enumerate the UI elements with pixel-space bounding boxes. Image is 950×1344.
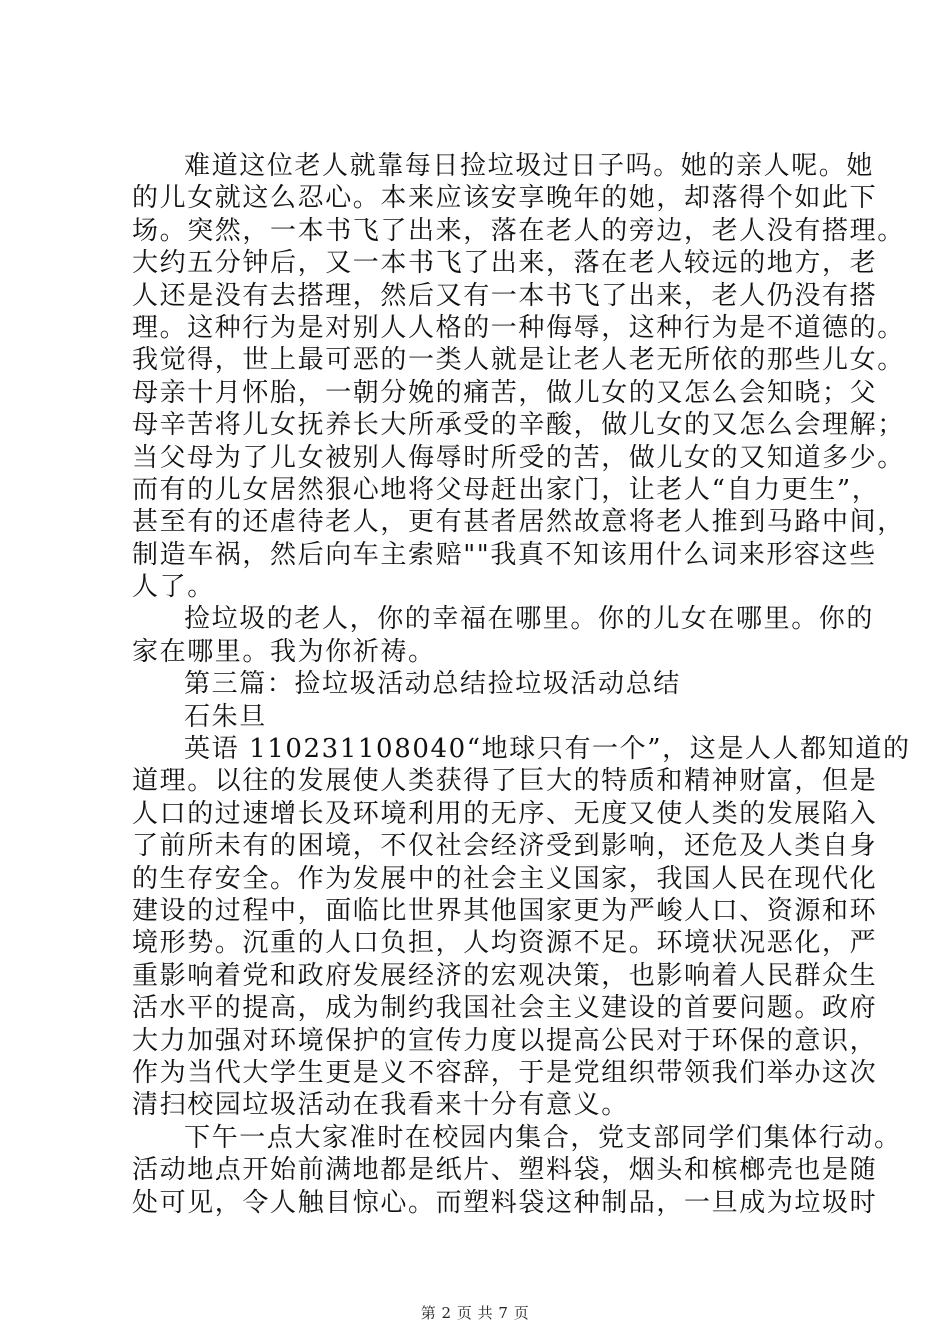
text-line: 活动地点开始前满地都是纸片、塑料袋，烟头和槟榔壳也是随: [132, 1155, 878, 1186]
text-line: 人还是没有去搭理，然后又有一本书飞了出来，老人仍没有搭: [132, 280, 878, 311]
text-line: 第三篇：捡垃圾活动总结捡垃圾活动总结: [184, 669, 681, 700]
text-line: 母亲十月怀胎，一朝分娩的痛苦，做儿女的又怎么会知晓；父: [132, 377, 878, 408]
text-line: 活水平的提高，成为制约我国社会主义建设的首要问题。政府: [132, 993, 878, 1024]
text-line: 场。突然，一本书飞了出来，落在老人的旁边，老人没有搭理。: [132, 215, 905, 246]
text-line: 下午一点大家准时在校园内集合，党支部同学们集体行动。: [184, 1122, 902, 1153]
text-line: 我觉得，世上最可恶的一类人就是让老人老无所依的那些儿女。: [132, 345, 905, 376]
text-line: 大力加强对环境保护的宣传力度以提高公民对于环保的意识，: [132, 1025, 878, 1056]
text-line: 重影响着党和政府发展经济的宏观决策，也影响着人民群众生: [132, 960, 878, 991]
text-line: 母辛苦将儿女抚养长大所承受的辛酸，做儿女的又怎么会理解；: [132, 410, 905, 441]
text-line: 英语 110231108040“地球只有一个”，这是人人都知道的: [184, 734, 911, 765]
text-line: 了前所未有的困境，不仅社会经济受到影响，还危及人类自身: [132, 831, 878, 862]
text-line: 人了。: [132, 572, 215, 603]
text-line: 处可见，令人触目惊心。而塑料袋这种制品，一旦成为垃圾时: [132, 1187, 878, 1218]
text-line: 家在哪里。我为你祈祷。: [132, 636, 436, 667]
text-line: 难道这位老人就靠每日捡垃圾过日子吗。她的亲人呢。她: [184, 151, 875, 181]
text-line: 当父母为了儿女被别人侮辱时所受的苦，做儿女的又知道多少。: [132, 442, 905, 473]
page-footer: 第 2 页 共 7 页: [420, 1304, 530, 1322]
text-line: 的儿女就这么忍心。本来应该安享晚年的她，却落得个如此下: [132, 183, 878, 214]
text-line: 甚至有的还虐待老人，更有甚者居然故意将老人推到马路中间，: [132, 507, 905, 538]
text-line: 清扫校园垃圾活动在我看来十分有意义。: [132, 1090, 629, 1121]
text-line: 石朱旦: [184, 701, 267, 732]
text-line: 捡垃圾的老人，你的幸福在哪里。你的儿女在哪里。你的: [184, 604, 875, 635]
text-line: 建设的过程中，面临比世界其他国家更为严峻人口、资源和环: [132, 895, 878, 926]
text-line: 作为当代大学生更是义不容辞，于是党组织带领我们举办这次: [132, 1057, 878, 1088]
text-line: 大约五分钟后，又一本书飞了出来，落在老人较远的地方，老: [132, 248, 878, 279]
text-line: 道理。以往的发展使人类获得了巨大的特质和精神财富，但是: [132, 766, 878, 797]
text-line: 而有的儿女居然狠心地将父母赶出家门，让老人“自力更生”，: [132, 474, 880, 505]
text-line: 人口的过速增长及环境利用的无序、无度又使人类的发展陷入: [132, 798, 878, 829]
text-line: 理。这种行为是对别人人格的一种侮辱，这种行为是不道德的。: [132, 312, 905, 343]
text-line: 制造车祸，然后向车主索赔""我真不知该用什么词来形容这些: [132, 539, 877, 570]
text-line: 的生存安全。作为发展中的社会主义国家，我国人民在现代化: [132, 863, 878, 894]
text-line: 境形势。沉重的人口负担，人均资源不足。环境状况恶化，严: [132, 928, 878, 959]
document-body: [132, 150, 911, 1219]
